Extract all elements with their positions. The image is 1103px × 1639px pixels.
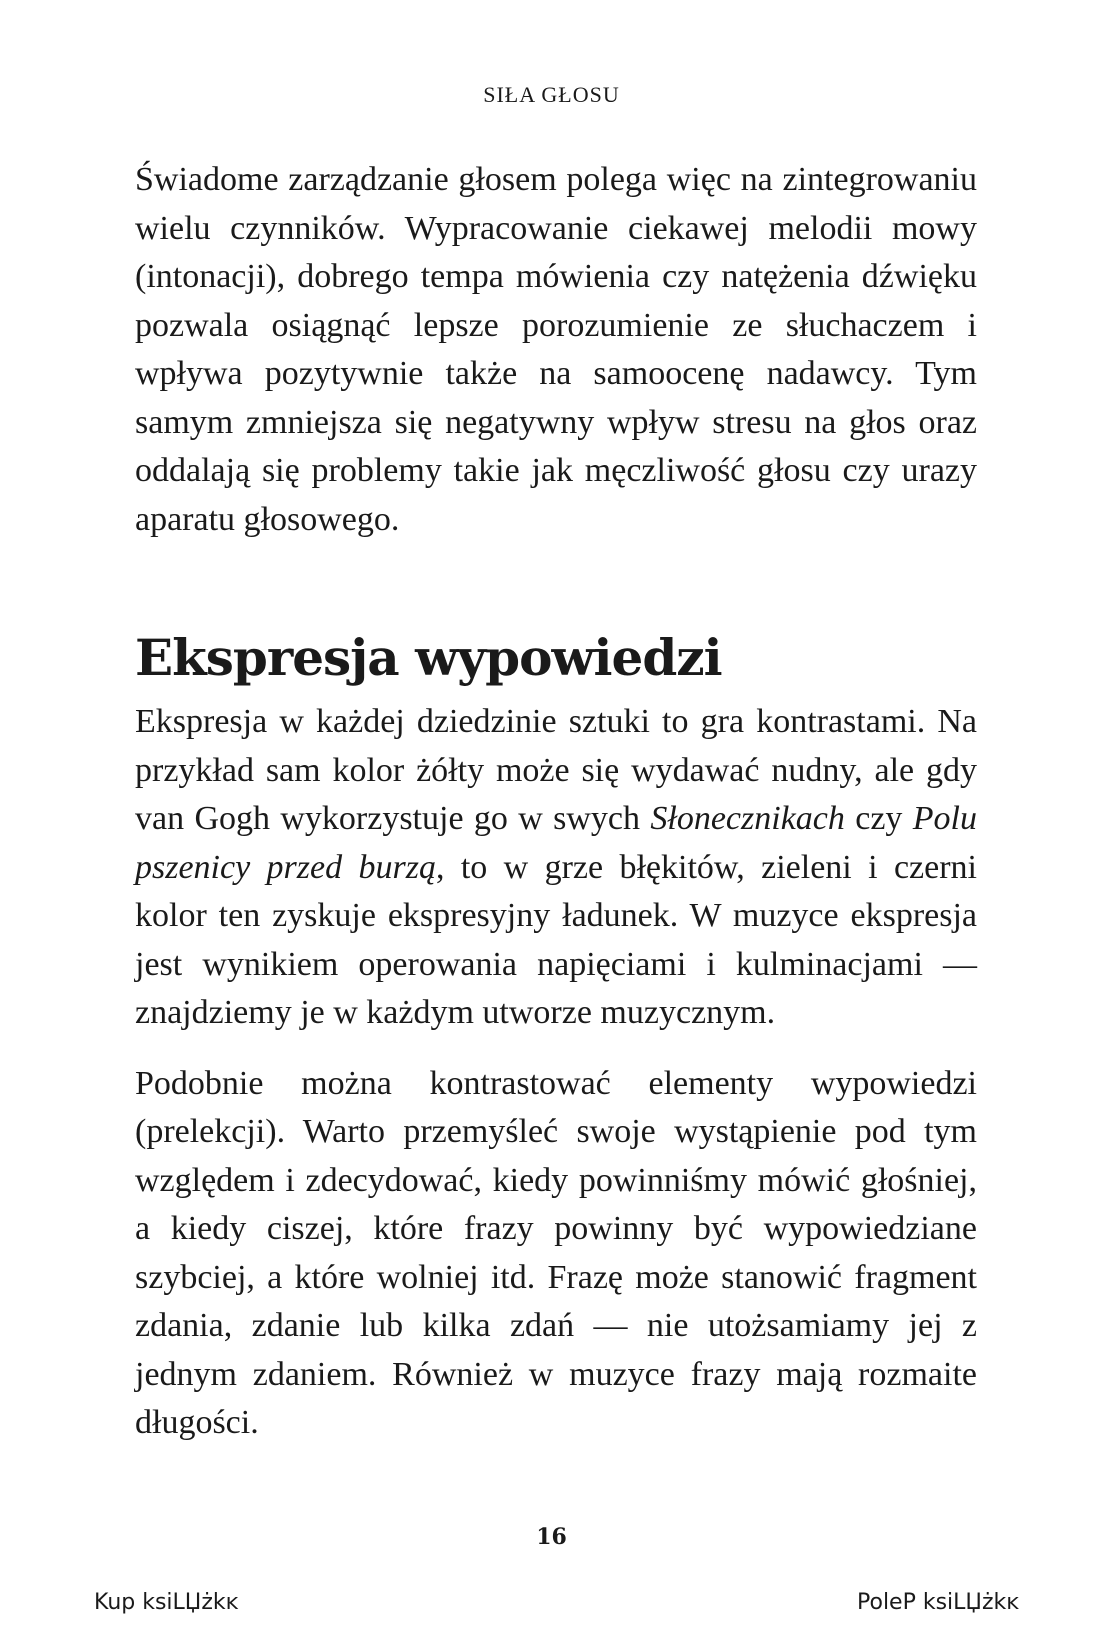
recommend-book-link[interactable]: PoleP ksiLЏżkĸ: [857, 1590, 1019, 1615]
page-content: [135, 156, 977, 1448]
paragraph-voice-management: Świadome zarządzanie głosem polega więc na zintegrowaniu wielu czynników. Wypracowanie ciekawej melodii mowy (intonacji), dobrego tempa mówienia czy natężenia dźwięku pozwala osiągnąć lepsze porozumienie ze słuchaczem i wpływa pozytywnie także na samoocenę nadawcy. Tym samym zmniejsza się negatywny wpływ stresu na głos oraz oddalają się problemy takie jak męczliwość głosu czy urazy aparatu głosowego.: [135, 161, 977, 538]
paragraph-text: , to w grze błękitów, zieleni i czerni kolor ten zyskuje ekspresyjny ładunek. W muzyce ekspresja jest wynikiem operowania napięciami i kulminacjami — znajdziemy je w każdym utworze muzycznym.: [135, 848, 977, 1031]
paragraph-expression-art: [135, 698, 977, 1038]
artwork-title-sunflowers: Słonecznikach: [650, 800, 845, 837]
paragraph-text: czy: [844, 800, 913, 837]
buy-book-link[interactable]: Kup ksiLЏżkĸ: [94, 1590, 239, 1615]
paragraph-contrast-speech: Podobnie można kontrastować elementy wypowiedzi (prelekcji). Warto przemyśleć swoje wystąpienie pod tym względem i zdecydować, kiedy powinniśmy mówić głośniej, a kiedy ciszej, które frazy powinny być wypowiedziane szybciej, a które wolniej itd. Frazę może stanowić fragment zdania, zdanie lub kilka zdań — nie utożsamiamy jej z jednym zdaniem. Również w muzyce frazy mają rozmaite długości.: [135, 1064, 977, 1441]
artwork-title-wheatfield: Polu pszenicy przed burzą: [135, 800, 977, 886]
page-number: 16: [536, 1524, 567, 1550]
running-head: SIŁA GŁOSU: [483, 82, 620, 107]
section-title: Ekspresja wypowiedzi: [135, 628, 722, 687]
paragraph-text: Ekspresja w każdej dziedzinie sztuki to gra kontrastami. Na przykład sam kolor żółty może się wydawać nudny, ale gdy van Gogh wykorzystuje go w swych: [135, 703, 977, 837]
